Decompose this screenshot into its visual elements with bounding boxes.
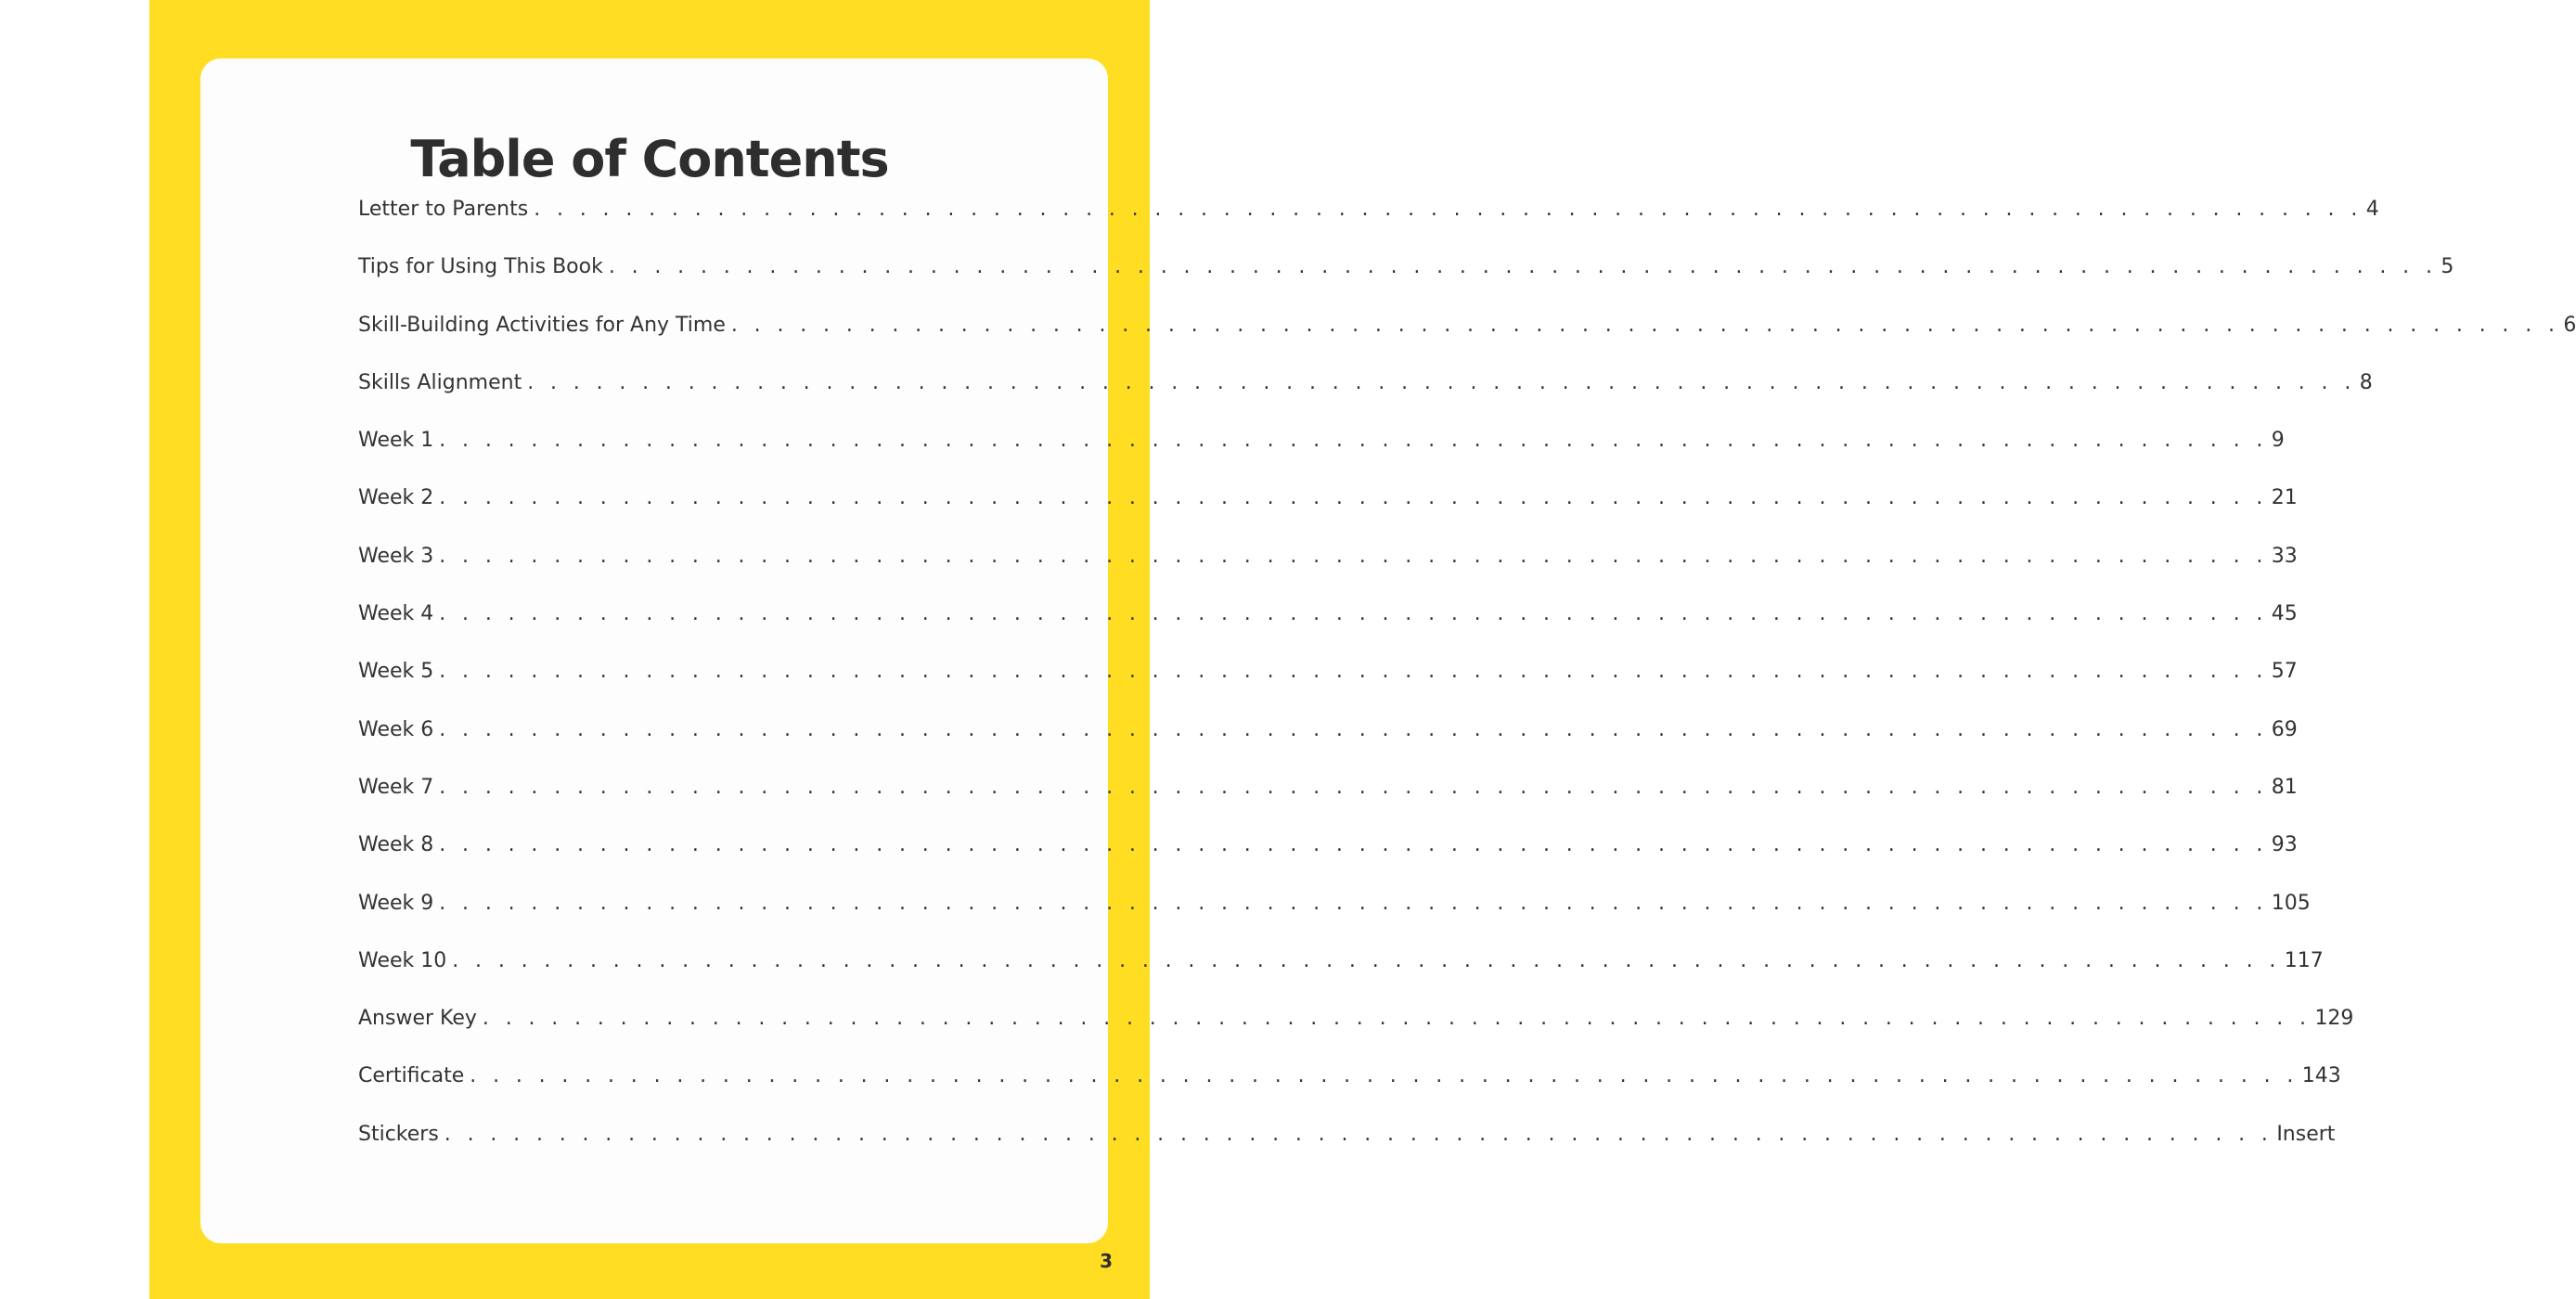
toc-entry-label: Week 3: [358, 544, 434, 568]
dot-leader: . . . . . . . . . . . . . . . . . . . . . . . . . . . . . . . . . . . . . . . . . . . . . . . . . . . . . . . . . . . . . . . . . . . . . . . . . . . . . . . .: [439, 775, 2268, 799]
toc-entry-label: Skill-Building Activities for Any Time: [358, 313, 726, 337]
toc-entry-page: 45: [2271, 602, 2298, 626]
toc-entry-page: 81: [2271, 775, 2298, 799]
toc-entry-page: 69: [2271, 717, 2298, 741]
dot-leader: . . . . . . . . . . . . . . . . . . . . . . . . . . . . . . . . . . . . . . . . . . . . . . . . . . . . . . . . . . . . . . . . . . . . . . . . . . . . . . . .: [482, 1007, 2312, 1031]
dot-leader: . . . . . . . . . . . . . . . . . . . . . . . . . . . . . . . . . . . . . . . . . . . . . . . . . . . . . . . . . . . . . . . . . . . . . . . . . . . . . . . .: [439, 717, 2268, 741]
toc-entry-page: 93: [2271, 833, 2298, 857]
toc-entry-label: Week 4: [358, 602, 434, 626]
dot-leader: . . . . . . . . . . . . . . . . . . . . . . . . . . . . . . . . . . . . . . . . . . . . . . . . . . . . . . . . . . . . . . . . . . . . . . . . . . . . . . . .: [730, 313, 2560, 337]
toc-entry-page: 117: [2284, 948, 2324, 972]
toc-entry[interactable]: [358, 1048, 2341, 1105]
dot-leader: . . . . . . . . . . . . . . . . . . . . . . . . . . . . . . . . . . . . . . . . . . . . . . . . . . . . . . . . . . . . . . . . . . . . . . . . . . . . . . . .: [534, 198, 2363, 221]
toc-entry[interactable]: [358, 1106, 2336, 1164]
toc-entry-page: Insert: [2276, 1122, 2336, 1146]
toc-entry-label: Stickers: [358, 1122, 439, 1146]
toc-entry[interactable]: [358, 181, 2379, 238]
dot-leader: . . . . . . . . . . . . . . . . . . . . . . . . . . . . . . . . . . . . . . . . . . . . . . . . . . . . . . . . . . . . . . . . . . . . . . . . . . . . . . . .: [444, 1122, 2273, 1146]
toc-entry-page: 57: [2271, 660, 2298, 684]
toc-entry-label: Week 7: [358, 775, 434, 799]
dot-leader: . . . . . . . . . . . . . . . . . . . . . . . . . . . . . . . . . . . . . . . . . . . . . . . . . . . . . . . . . . . . . . . . . . . . . . . . . . . . . . . .: [452, 948, 2281, 972]
toc-entry[interactable]: [358, 297, 2576, 354]
toc-entry-label: Week 10: [358, 948, 447, 972]
toc-entry[interactable]: [358, 875, 2311, 932]
toc-entry-page: 21: [2271, 486, 2298, 510]
toc-entry-label: Letter to Parents: [358, 198, 529, 221]
toc-entry[interactable]: [358, 469, 2298, 527]
page-number: 3: [1100, 1250, 1113, 1272]
toc-entry-page: 6: [2563, 313, 2576, 337]
dot-leader: . . . . . . . . . . . . . . . . . . . . . . . . . . . . . . . . . . . . . . . . . . . . . . . . . . . . . . . . . . . . . . . . . . . . . . . . . . . . . . . .: [470, 1064, 2299, 1088]
toc-entry-label: Week 6: [358, 717, 434, 741]
toc-entry-page: 5: [2441, 255, 2454, 279]
dot-leader: . . . . . . . . . . . . . . . . . . . . . . . . . . . . . . . . . . . . . . . . . . . . . . . . . . . . . . . . . . . . . . . . . . . . . . . . . . . . . . . .: [439, 891, 2268, 915]
toc-entry-label: Skills Alignment: [358, 370, 522, 394]
dot-leader: . . . . . . . . . . . . . . . . . . . . . . . . . . . . . . . . . . . . . . . . . . . . . . . . . . . . . . . . . . . . . . . . . . . . . . . . . . . . . . . .: [439, 429, 2268, 453]
toc-entry[interactable]: [358, 817, 2298, 874]
toc-entry[interactable]: [358, 238, 2454, 296]
toc-entry[interactable]: [358, 932, 2324, 990]
dot-leader: . . . . . . . . . . . . . . . . . . . . . . . . . . . . . . . . . . . . . . . . . . . . . . . . . . . . . . . . . . . . . . . . . . . . . . . . . . . . . . . .: [439, 660, 2268, 684]
toc-entry-label: Week 1: [358, 429, 434, 453]
toc-entry[interactable]: [358, 354, 2373, 412]
toc-entry-page: 8: [2359, 370, 2373, 394]
toc-entry-label: Answer Key: [358, 1007, 477, 1031]
toc-entry-label: Certificate: [358, 1064, 465, 1088]
toc-entry-page: 4: [2365, 198, 2379, 221]
toc-entry-label: Tips for Using This Book: [358, 255, 603, 279]
toc-entry-page: 105: [2271, 891, 2311, 915]
toc-entry-label: Week 8: [358, 833, 434, 857]
toc-entry-label: Week 9: [358, 891, 434, 915]
toc-entry[interactable]: [358, 759, 2298, 817]
dot-leader: . . . . . . . . . . . . . . . . . . . . . . . . . . . . . . . . . . . . . . . . . . . . . . . . . . . . . . . . . . . . . . . . . . . . . . . . . . . . . . . .: [527, 370, 2356, 394]
toc-entry[interactable]: [358, 990, 2354, 1048]
dot-leader: . . . . . . . . . . . . . . . . . . . . . . . . . . . . . . . . . . . . . . . . . . . . . . . . . . . . . . . . . . . . . . . . . . . . . . . . . . . . . . . .: [439, 544, 2268, 568]
toc-entry-page: 33: [2271, 544, 2298, 568]
toc-entry[interactable]: [358, 412, 2285, 469]
page-title: Table of Contents: [410, 130, 889, 189]
toc-entry[interactable]: [358, 643, 2298, 701]
dot-leader: . . . . . . . . . . . . . . . . . . . . . . . . . . . . . . . . . . . . . . . . . . . . . . . . . . . . . . . . . . . . . . . . . . . . . . . . . . . . . . . .: [439, 486, 2268, 510]
toc-entry-label: Week 5: [358, 660, 434, 684]
toc-entry-page: 143: [2301, 1064, 2341, 1088]
dot-leader: . . . . . . . . . . . . . . . . . . . . . . . . . . . . . . . . . . . . . . . . . . . . . . . . . . . . . . . . . . . . . . . . . . . . . . . . . . . . . . . .: [439, 833, 2268, 857]
toc-entry[interactable]: [358, 585, 2298, 643]
toc-entry[interactable]: [358, 528, 2298, 585]
toc-entry-label: Week 2: [358, 486, 434, 510]
dot-leader: . . . . . . . . . . . . . . . . . . . . . . . . . . . . . . . . . . . . . . . . . . . . . . . . . . . . . . . . . . . . . . . . . . . . . . . . . . . . . . . .: [439, 602, 2268, 626]
dot-leader: . . . . . . . . . . . . . . . . . . . . . . . . . . . . . . . . . . . . . . . . . . . . . . . . . . . . . . . . . . . . . . . . . . . . . . . . . . . . . . . .: [608, 255, 2438, 279]
toc-entry[interactable]: [358, 701, 2298, 759]
toc-list: [358, 181, 2576, 1164]
toc-entry-page: 9: [2271, 429, 2285, 453]
toc-entry-page: 129: [2314, 1007, 2354, 1031]
